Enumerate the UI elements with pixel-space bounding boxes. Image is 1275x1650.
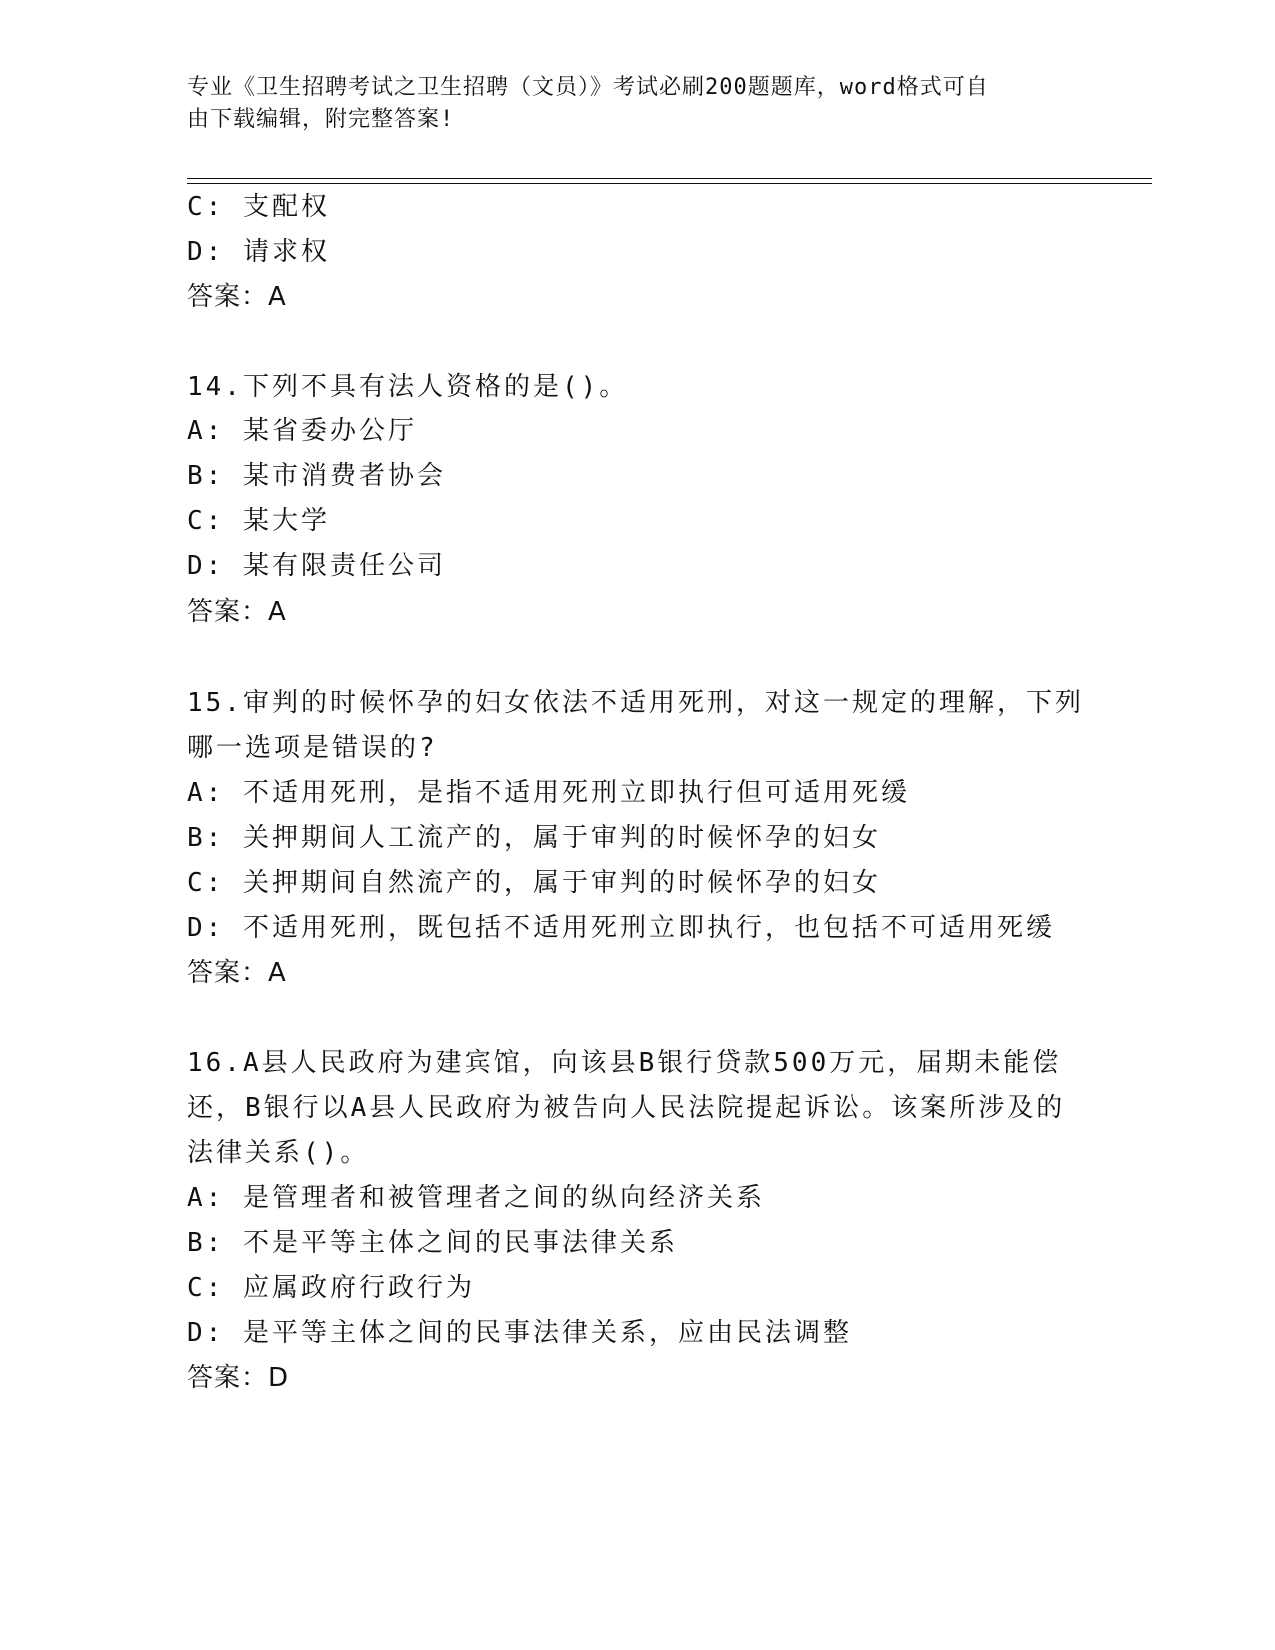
- q16-answer: 答案：D: [187, 1363, 290, 1393]
- q14-option-b: B: 某市消费者协会: [187, 461, 446, 491]
- q13-answer: 答案：A: [187, 282, 287, 312]
- q13-option-c: C: 支配权: [187, 192, 330, 222]
- q14-option-c: C: 某大学: [187, 506, 330, 536]
- q15-option-a: A: 不适用死刑，是指不适用死刑立即执行但可适用死缓: [187, 778, 910, 808]
- q15-option-b: B: 关押期间人工流产的，属于审判的时候怀孕的妇女: [187, 823, 881, 853]
- q16-option-c: C: 应属政府行政行为: [187, 1273, 475, 1303]
- header-line-2: 由下载编辑，附完整答案!: [187, 107, 455, 132]
- q15-option-d: D: 不适用死刑，既包括不适用死刑立即执行，也包括不可适用死缓: [187, 913, 1055, 943]
- q16-stem-line-1: 16.A县人民政府为建宾馆，向该县B银行贷款500万元，届期未能偿: [187, 1048, 1062, 1078]
- q14-option-d: D: 某有限责任公司: [187, 551, 446, 581]
- header-line-1: 专业《卫生招聘考试之卫生招聘（文员）》考试必刷200题题库，word格式可自: [187, 75, 989, 100]
- q16-option-b: B: 不是平等主体之间的民事法律关系: [187, 1228, 678, 1258]
- header-divider-top: [187, 178, 1152, 179]
- q14-option-a: A: 某省委办公厅: [187, 416, 417, 446]
- q14-stem: 14.下列不具有法人资格的是()。: [187, 372, 629, 402]
- q15-stem-line-2: 哪一选项是错误的?: [187, 733, 438, 763]
- document-header: [187, 72, 1067, 136]
- q16-option-d: D: 是平等主体之间的民事法律关系，应由民法调整: [187, 1318, 852, 1348]
- q13-option-d: D: 请求权: [187, 237, 330, 267]
- q16-stem-line-3: 法律关系()。: [187, 1138, 370, 1168]
- q16-stem-line-2: 还，B银行以A县人民政府为被告向人民法院提起诉讼。该案所涉及的: [187, 1093, 1066, 1123]
- q16-option-a: A: 是管理者和被管理者之间的纵向经济关系: [187, 1183, 765, 1213]
- q14-answer: 答案：A: [187, 597, 287, 627]
- header-divider-bottom: [187, 183, 1152, 184]
- q15-answer: 答案：A: [187, 958, 287, 988]
- q15-stem-line-1: 15.审判的时候怀孕的妇女依法不适用死刑，对这一规定的理解，下列: [187, 688, 1084, 718]
- q15-option-c: C: 关押期间自然流产的，属于审判的时候怀孕的妇女: [187, 868, 881, 898]
